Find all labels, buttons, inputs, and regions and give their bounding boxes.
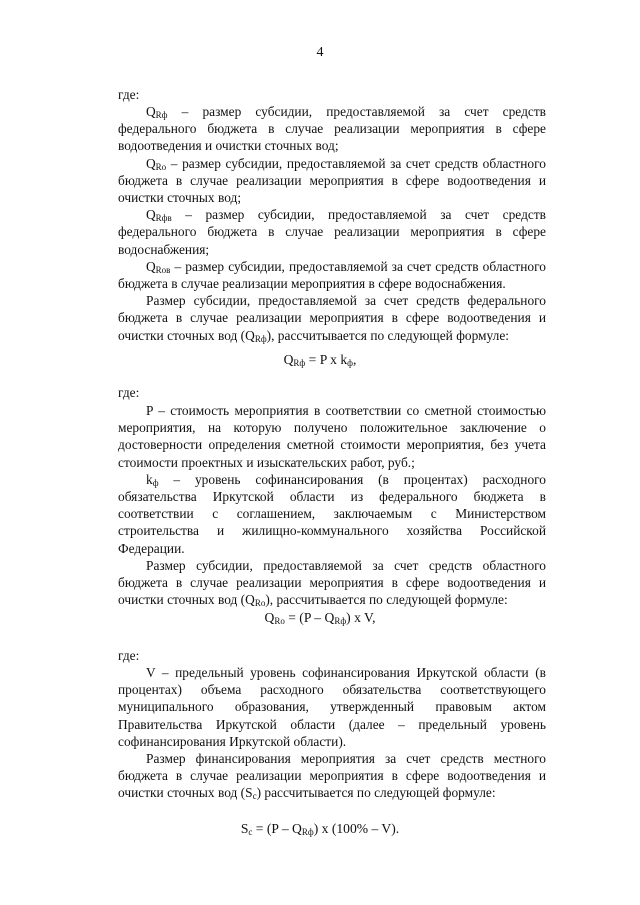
definition-q-rfv: $Q_{Rфв}$ – размер субсидии, предоставляемой за счет средств федерального бюджета в случае реализации мероприятия в сфере водоснабжения; [118,207,546,257]
definition-q-rov: $Q_{Roв}$ – размер субсидии, предоставляемой за счет средств областного бюджета в случае реализации мероприятия в сфере водоснабжения. [118,258,546,292]
definition-q-rf: $Q_{Rф}$ – размер субсидии, предоставляемой за счет средств федерального бюджета в случае реализации мероприятия в сфере водоотведения и очистки сточных вод; [118,104,546,154]
paragraph-federal-subsidy: Размер субсидии, предоставляемой за счет средств федерального бюджета в случае реализации мероприятия в сфере водоотведения и очистки сточных вод $(Q_{Rф})$, рассчитывается по следующей формуле: [118,293,546,344]
definition-k-f: $k_ф$ – уровень софинансирования (в процентах) расходного обязательства Иркутской области из федерального бюджета в соответствии с соглашением, заключаемым с Министерством строительства и жилищно-коммунального хозяйства Российской Федерации. [118,471,546,556]
definition-v: V – предельный уровень софинансирования Иркутской области (в процентах) объема расходного обязательства соответствующего муниципального образования, утвержденный правовым актом Правительства Иркутской области (далее – предельный уровень софинансирования Иркутской области). [118,665,546,749]
definition-p: P – стоимость мероприятия в соответствии со сметной стоимостью мероприятия, на которую получено положительное заключение о достоверности определения сметной стоимости мероприятия, без учета стоимости проектных и изыскательских работ, руб.; [118,403,546,470]
definitions-block-3 [118,664,546,802]
paragraph-local-budget: Размер финансирования мероприятия за счет средств местного бюджета в случае реализации мероприятия в сфере водоотведения и очистки сточных вод $(S_c)$ рассчитывается по следующей формуле: [118,751,546,802]
formula-s-c: $S_c = (P - Q_{Rф})$ x (100% – V). [240,821,400,837]
paragraph-regional-subsidy: Размер субсидии, предоставляемой за счет средств областного бюджета в случае реализации мероприятия в сфере водоотведения и очистки сточных вод $(Q_{Ro})$, рассчитывается по следующей формуле: [118,557,546,609]
where-label: где: [118,87,140,102]
definitions-block-1 [118,103,546,344]
definition-q-ro: $Q_{Ro}$ – размер субсидии, предоставляемой за счет средств областного бюджета в случае реализации мероприятия в сфере водоотведения и очистки сточных вод; [118,155,546,206]
definitions-block-2 [118,402,546,608]
where-label-3: где: [118,648,140,663]
page-number: 4 [316,45,324,60]
formula-q-rf: $Q_{Rф} = P$ x $k_ф$, [283,352,357,368]
formula-q-ro: $Q_{Ro} = (P - Q_{Rф})$ x V, [264,610,376,626]
where-label-2: где: [118,385,140,400]
